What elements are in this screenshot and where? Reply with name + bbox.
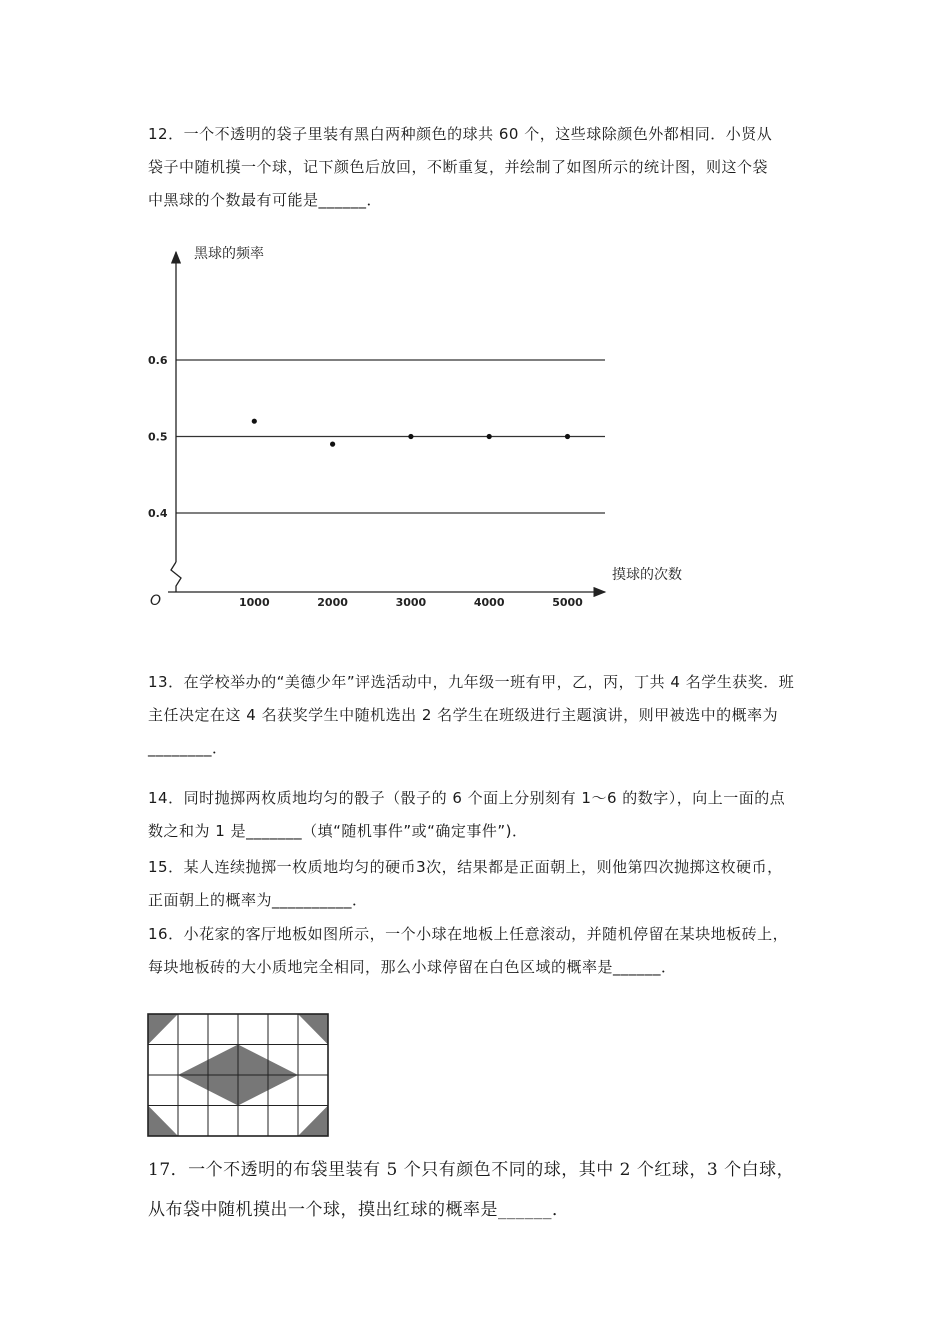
question-17 xyxy=(148,1150,818,1230)
question-12-line-1: 12．一个不透明的袋子里装有黑白两种颜色的球共 60 个，这些球除颜色外都相同．小贤从 xyxy=(148,125,773,143)
x-tick-label-1: 2000 xyxy=(317,596,348,609)
question-16-line-1: 16．小花家的客厅地板如图所示，一个小球在地板上任意滚动，并随机停留在某块地板砖上， xyxy=(148,925,789,943)
y-axis-label: 黑球的频率 xyxy=(194,246,264,262)
question-13-line-2: 主任决定在这 4 名获奖学生中随机选出 2 名学生在班级进行主题演讲，则甲被选中的概率为 xyxy=(148,706,779,724)
corner-triangle-bottom-right xyxy=(298,1106,328,1137)
data-point-2 xyxy=(408,434,413,439)
y-axis-break xyxy=(171,562,181,592)
question-12-line-3: 中黑球的个数最有可能是______． xyxy=(148,191,383,209)
question-15 xyxy=(148,851,818,917)
frequency-chart xyxy=(140,240,682,620)
data-point-3 xyxy=(487,434,492,439)
floor-tile-figure xyxy=(146,1012,332,1138)
question-16 xyxy=(148,918,818,984)
x-tick-label-4: 5000 xyxy=(552,596,583,609)
question-13 xyxy=(148,666,818,765)
question-13-line-1: 13．在学校举办的“美德少年”评选活动中，九年级一班有甲，乙，丙，丁共 4 名学生获奖．班 xyxy=(148,673,795,691)
y-tick-label-1: 0.5 xyxy=(148,430,168,444)
question-14-line-1: 14．同时抛掷两枚质地均匀的骰子（骰子的 6 个面上分别刻有 1～6 的数字），向上一面的点 xyxy=(148,789,786,807)
corner-triangle-top-left xyxy=(148,1014,178,1045)
corner-triangle-bottom-left xyxy=(148,1106,178,1137)
question-12-line-2: 袋子中随机摸一个球，记下颜色后放回，不断重复，并绘制了如图所示的统计图，则这个袋 xyxy=(148,158,769,176)
question-16-line-2: 每块地板砖的大小质地完全相同，那么小球停留在白色区域的概率是______． xyxy=(148,958,677,976)
question-17-line-1: 17．一个不透明的布袋里装有 5 个只有颜色不同的球，其中 2 个红球，3 个白球， xyxy=(148,1160,795,1180)
x-tick-label-0: 1000 xyxy=(238,596,270,609)
question-17-line-2: 从布袋中随机摸出一个球，摸出红球的概率是______． xyxy=(148,1200,570,1220)
question-14-line-2: 数之和为 1 是_______（填“随机事件”或“确定事件”)． xyxy=(148,822,528,840)
origin-label: O xyxy=(150,593,162,609)
data-point-0 xyxy=(252,419,257,424)
data-point-4 xyxy=(565,434,570,439)
question-12 xyxy=(148,118,818,217)
question-14 xyxy=(148,782,818,848)
question-13-line-3: ________． xyxy=(148,739,228,757)
question-15-line-1: 15．某人连续抛掷一枚质地均匀的硬币3次，结果都是正面朝上，则他第四次抛掷这枚硬币， xyxy=(148,858,783,876)
question-15-line-2: 正面朝上的概率为__________． xyxy=(148,891,368,909)
x-tick-label-2: 3000 xyxy=(395,596,427,609)
x-axis-label: 摸球的次数 xyxy=(612,567,682,583)
y-tick-label-2: 0.6 xyxy=(148,354,168,367)
y-tick-label-0: 0.4 xyxy=(148,507,168,520)
x-tick-label-3: 4000 xyxy=(473,596,505,609)
corner-triangle-top-right xyxy=(298,1014,328,1045)
data-point-1 xyxy=(330,442,335,447)
